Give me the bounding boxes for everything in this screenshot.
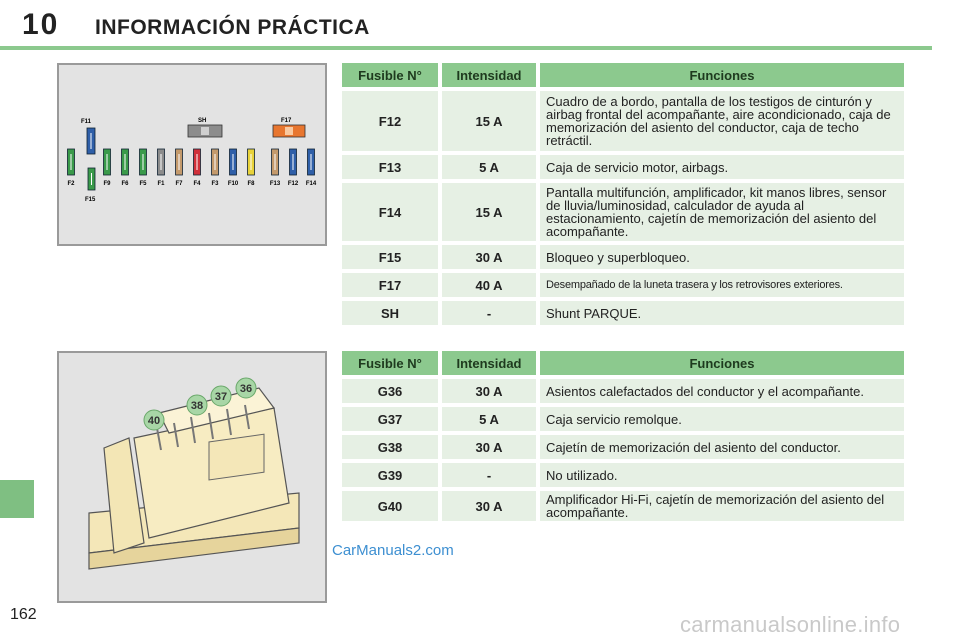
function-cell: Cajetín de memorización del asiento del conductor. [540,435,904,459]
fuse-cell: SH [342,301,438,325]
function-cell: Shunt PARQUE. [540,301,904,325]
amperage-cell: 30 A [442,379,536,403]
fuse-cell: F12 [342,91,438,151]
function-cell: Caja de servicio motor, airbags. [540,155,904,179]
relay-box-diagram [57,351,327,603]
amperage-cell: 30 A [442,245,536,269]
label-f10: F10 [227,181,239,187]
fuse-f17-mark [285,127,293,135]
label-f4: F4 [193,181,201,187]
relay-number-40: 40 [147,415,161,427]
fuse-cell: G39 [342,463,438,487]
fuse-cell: F13 [342,155,438,179]
relay-diagram-svg [59,353,325,601]
amperage-cell: 30 A [442,491,536,521]
label-f5: F5 [139,181,147,187]
function-cell: No utilizado. [540,463,904,487]
header-fuse-no: Fusible N° [342,63,438,87]
table-row [342,245,904,269]
table-row [342,407,904,431]
fuse-table-1 [338,59,908,329]
fuse-diagram-svg [59,65,325,244]
function-cell: Caja servicio remolque. [540,407,904,431]
relay-number-36: 36 [239,383,253,395]
table-row [342,463,904,487]
table-row [342,91,904,151]
table-row [342,155,904,179]
label-f11: F11 [81,119,92,125]
fuse-cell: F17 [342,273,438,297]
fuse-cell: G40 [342,491,438,521]
amperage-cell: 15 A [442,91,536,151]
label-f13: F13 [269,181,281,187]
table-row [342,273,904,297]
label-f3: F3 [211,181,219,187]
label-f14: F14 [305,181,317,187]
table-header-row [342,351,904,375]
amperage-cell: - [442,301,536,325]
function-cell: Cuadro de a bordo, pantalla de los testigos de cinturón y airbag frontal del acompañante, aire acondicionado, caja de memorización del asiento del conductor, caja de techo retráctil. [540,91,904,151]
chapter-side-tab [0,480,34,518]
label-f9: F9 [103,181,111,187]
footer-watermark: carmanualsonline.info [680,612,901,637]
label-f8: F8 [247,181,255,187]
label-f6: F6 [121,181,129,187]
fuse-cell: F15 [342,245,438,269]
header-rule [0,46,932,50]
relay-number-38: 38 [190,400,204,412]
header-functions: Funciones [540,351,904,375]
page-title: INFORMACIÓN PRÁCTICA [95,16,370,39]
label-f15: F15 [85,197,96,203]
label-f2: F2 [67,181,75,187]
fuse-table-2 [338,347,908,525]
amperage-cell: 40 A [442,273,536,297]
label-sh: SH [198,118,207,124]
fuse-cell: G37 [342,407,438,431]
table-row [342,491,904,521]
fuse-cell: G38 [342,435,438,459]
fuse-box-diagram [57,63,327,246]
header-intensity: Intensidad [442,351,536,375]
label-f1: F1 [157,181,165,187]
header-fuse-no: Fusible N° [342,351,438,375]
fuse-cell: F14 [342,183,438,241]
box-window [209,434,264,480]
amperage-cell: 30 A [442,435,536,459]
header-intensity: Intensidad [442,63,536,87]
function-cell: Bloqueo y superbloqueo. [540,245,904,269]
amperage-cell: 15 A [442,183,536,241]
relay-number-37: 37 [214,391,228,403]
table-row [342,301,904,325]
amperage-cell: 5 A [442,155,536,179]
fuse-sh-mark [201,127,209,135]
table-header-row [342,63,904,87]
table-row [342,435,904,459]
fuse-cell: G36 [342,379,438,403]
amperage-cell: 5 A [442,407,536,431]
chapter-number: 10 [22,8,60,41]
label-f7: F7 [175,181,183,187]
function-cell: Pantalla multifunción, amplificador, kit manos libres, sensor de lluvia/luminosidad, calculador de ayuda al estacionamiento, cajetín de memorización del asiento del acompañante. [540,183,904,241]
fuse-row [67,149,316,187]
page-number: 162 [10,606,37,623]
table-row [342,379,904,403]
label-f17: F17 [281,118,292,124]
site-watermark: CarManuals2.com [332,542,454,559]
function-cell: Desempañado de la luneta trasera y los retrovisores exteriores. [540,273,904,297]
label-f12: F12 [287,181,299,187]
header-functions: Funciones [540,63,904,87]
function-cell: Asientos calefactados del conductor y el acompañante. [540,379,904,403]
amperage-cell: - [442,463,536,487]
function-cell: Amplificador Hi-Fi, cajetín de memorización del asiento del acompañante. [540,491,904,521]
table-row [342,183,904,241]
